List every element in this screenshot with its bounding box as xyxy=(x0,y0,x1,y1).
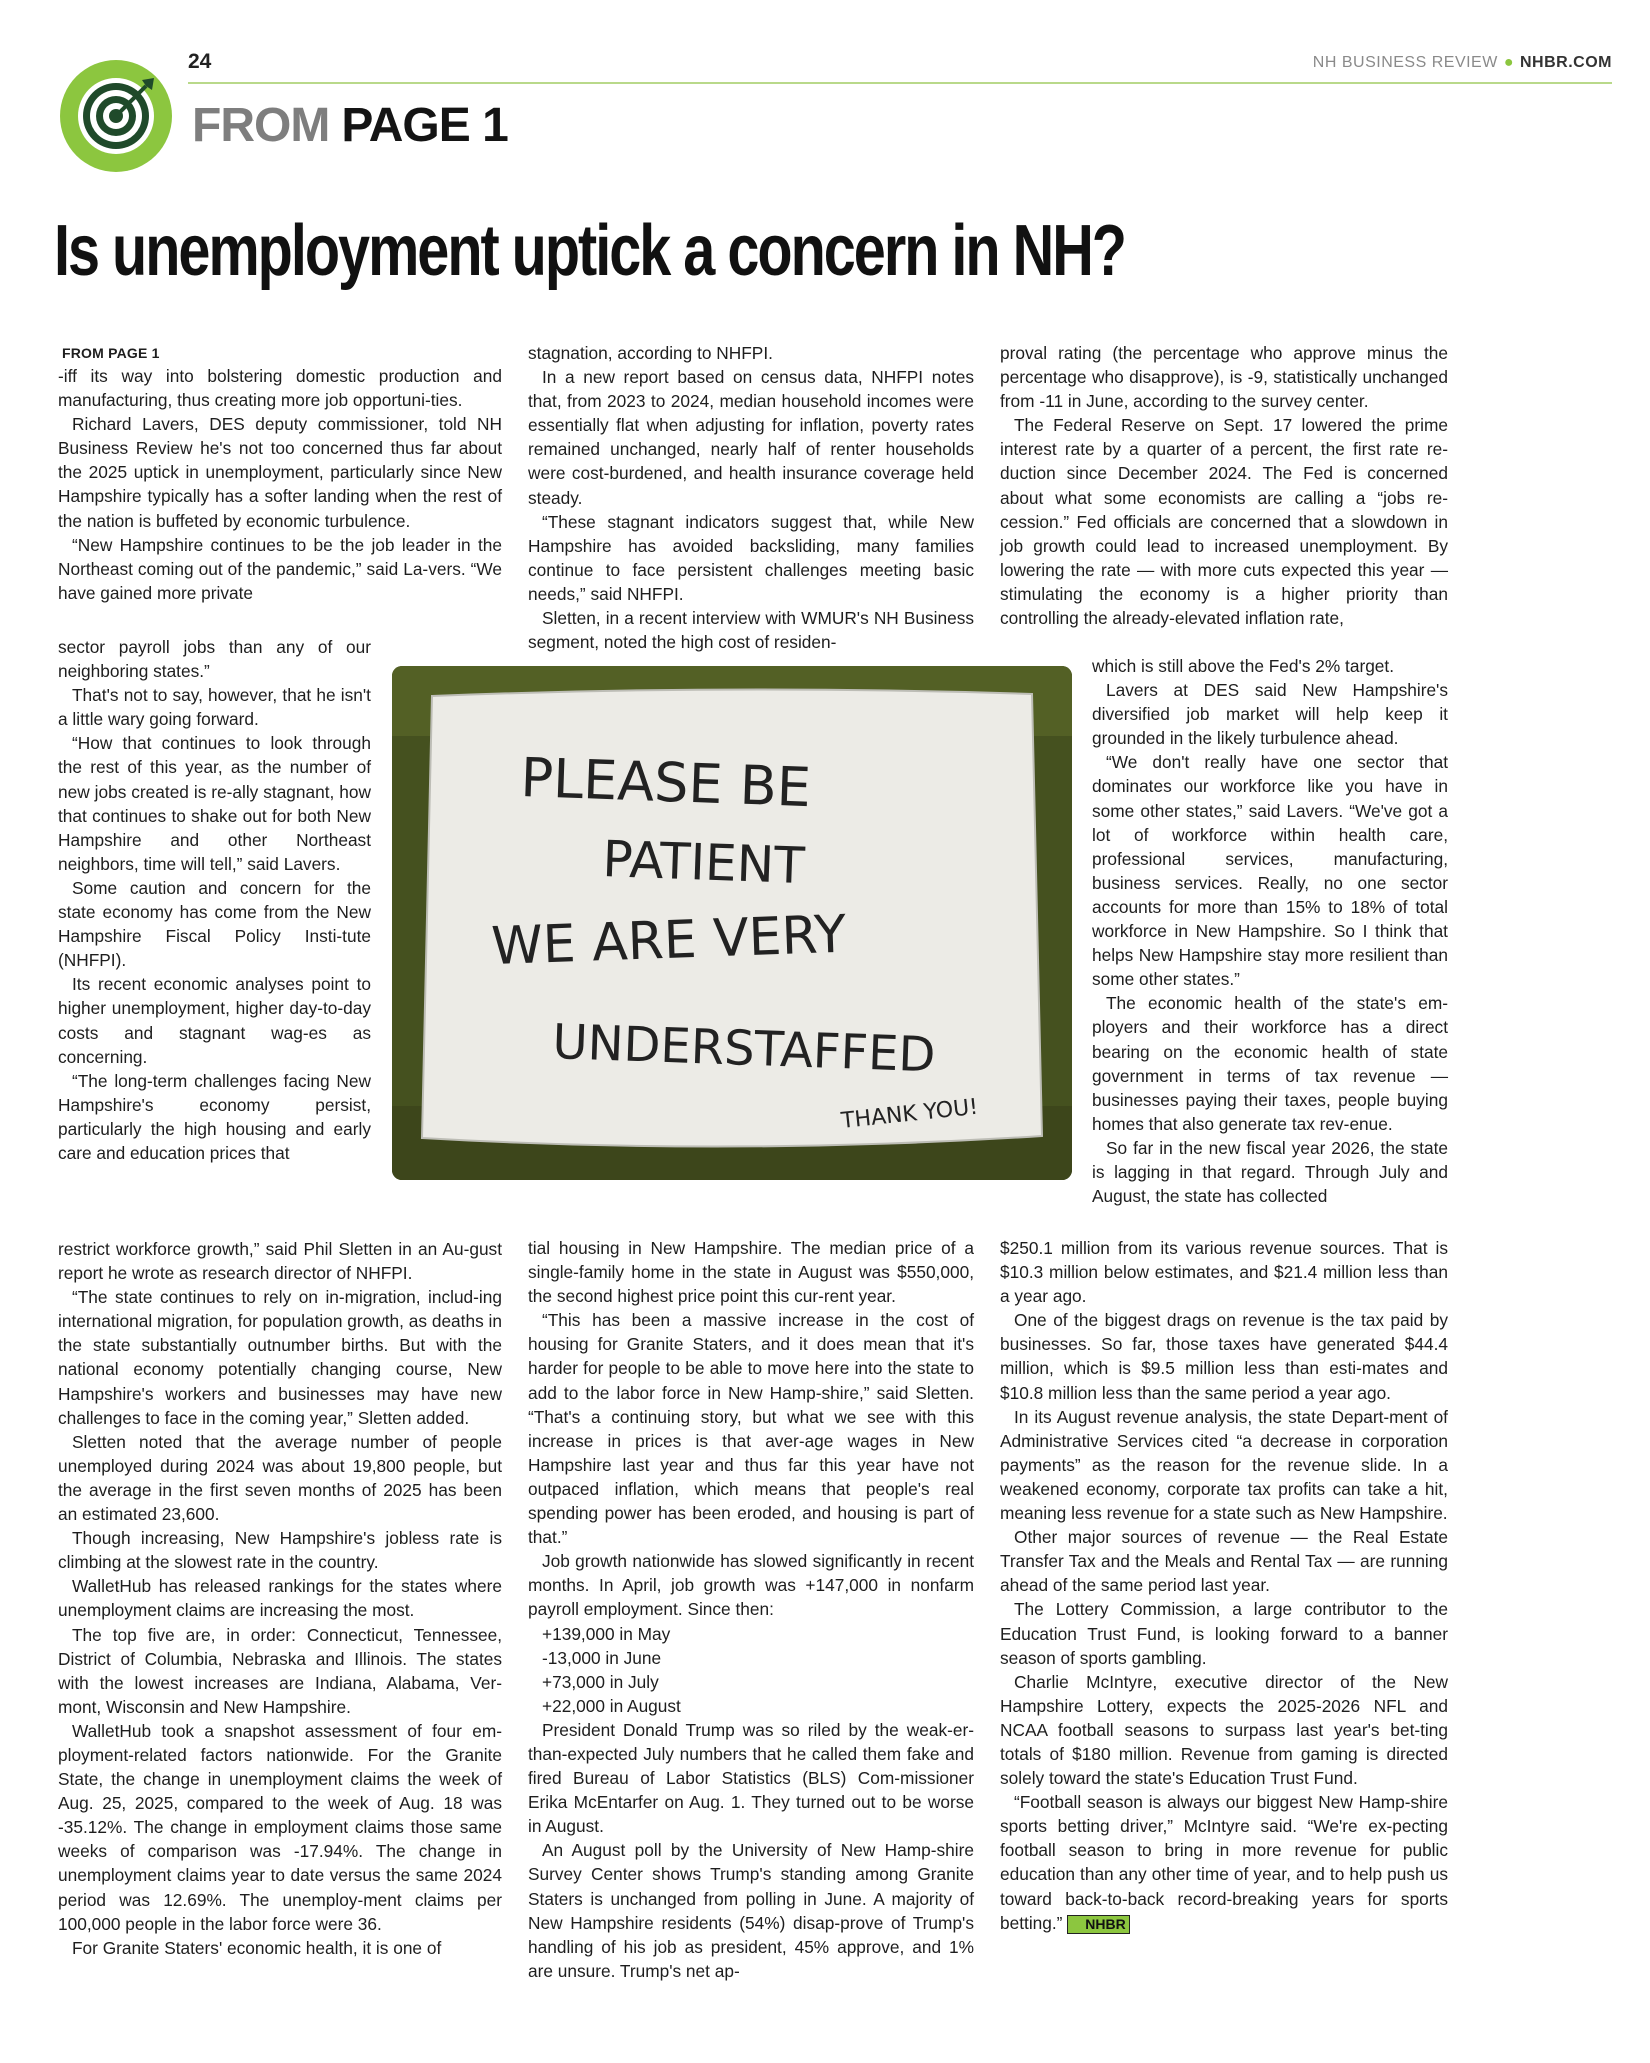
paragraph: President Donald Trump was so riled by the weak-er-than-expected July numbers that he called them fake and fired Bureau of Labor Statistics (BLS) Com-missioner Erika McEntarfer on Aug. 1. They turned out to be worse in August. xyxy=(528,1719,974,1837)
paragraph: Richard Lavers, DES deputy commissioner, told NH Business Review he's not too concerned thus far about the 2025 uptick in unemployment, particularly since New Hampshire typically has a softer landing when the rest of the nation is buffeted by economic turbulence. xyxy=(58,414,502,531)
paragraph: One of the biggest drags on revenue is the tax paid by businesses. So far, those taxes have generated $44.4 million, which is $9.5 million less than esti-mates and $10.8 million less than the same period a year ago. xyxy=(1000,1310,1448,1403)
column-3-top xyxy=(1000,341,1448,630)
column-1-top xyxy=(58,343,502,605)
sign-line-2: PATIENT xyxy=(601,830,806,896)
paragraph: The economic health of the state's em-ployers and their workforce has a direct bearing on the economic health of state government in terms of tax revenue — businesses paying their taxes, people buying homes that also generate tax rev-enue. xyxy=(1092,993,1448,1134)
sign-thanks: THANK YOU! xyxy=(840,1094,980,1134)
header-rule xyxy=(188,82,1612,84)
paragraph: In a new report based on census data, NHFPI notes that, from 2023 to 2024, median household incomes were essentially flat when adjusting for inflation, poverty rates remained unchanged, nearly half of renter households were cost-burdened, and health insurance coverage held steady. xyxy=(528,367,974,508)
website-link[interactable]: NHBR.COM xyxy=(1520,54,1612,71)
paragraph: “The long-term challenges facing New Hampshire's economy persist, particularly the high housing and early care and education prices that xyxy=(58,1070,371,1163)
paragraph: -iff its way into bolstering domestic production and manufacturing, thus creating more job opportuni-ties. xyxy=(58,366,502,411)
masthead xyxy=(1313,54,1612,72)
sign-line-4: UNDERSTAFFED xyxy=(551,1014,937,1084)
column-2-top xyxy=(528,341,974,654)
job-growth-item: +139,000 in May xyxy=(542,1623,671,1644)
paragraph: which is still above the Fed's 2% target. xyxy=(1092,656,1395,676)
closing-paragraph-text: “Football season is always our biggest New Hamp-shire sports betting driver,” McIntyre said. “We're ex-pecting football season to bring in more revenue for public education than any other time of year, and to help push us toward back-to-back record-breaking years for sports betting.” xyxy=(1000,1792,1448,1933)
paragraph: tial housing in New Hampshire. The median price of a single-family home in the state in August was $550,000, the second highest price point this cur-rent year. xyxy=(528,1238,974,1307)
column-2-bottom xyxy=(528,1236,974,1983)
paragraph: Charlie McIntyre, executive director of the New Hampshire Lottery, expects the 2025-2026 NFL and NCAA football seasons to surpass last year's bet-ting totals of $180 million. Revenue from gaming is directed solely toward the state's Education Trust Fund. xyxy=(1000,1671,1448,1789)
target-icon xyxy=(58,58,174,174)
section-page: PAGE 1 xyxy=(341,99,508,152)
article-headline: Is unemployment uptick a concern in NH? xyxy=(54,211,1125,291)
paragraph: WalletHub took a snapshot assessment of four em-ployment-related factors nationwide. For the Granite State, the change in unemployment claims the week of Aug. 25, 2025, compared to the week of Aug. 18 was -35.12%. The change in employment claims those same weeks of comparison was -17.94%. The change in unemployment claims year to date versus the same 2024 period was 12.69%. The unemploy-ment claims per 100,000 people in the labor force were 36. xyxy=(58,1720,502,1934)
column-1-wrap xyxy=(58,635,371,1165)
paragraph: In its August revenue analysis, the state Depart-ment of Administrative Services cited “a decrease in corporation payments” as the reason for the revenue slide. In a weakened economy, corporate tax profits can take a hit, meaning less revenue for a state such as New Hampshire. xyxy=(1000,1406,1448,1524)
column-3-bottom xyxy=(1000,1236,1448,1935)
section-label xyxy=(192,98,508,153)
paragraph: The Lottery Commission, a large contributor to the Education Trust Fund, is looking forward to a banner season of sports gambling. xyxy=(1000,1599,1448,1668)
column-1-bottom xyxy=(58,1237,502,1960)
paragraph: “These stagnant indicators suggest that, while New Hampshire has avoided backsliding, many families continue to face persistent challenges meeting basic needs,” said NHFPI. xyxy=(528,511,974,604)
paragraph: Some caution and concern for the state economy has come from the New Hampshire Fiscal Policy Insti-tute (NHFPI). xyxy=(58,877,371,971)
job-growth-item: +22,000 in August xyxy=(542,1695,681,1716)
bullet-dot-icon: ● xyxy=(1503,54,1514,71)
paragraph: That's not to say, however, that he isn't a little wary going forward. xyxy=(58,685,371,730)
publication-name: NH BUSINESS REVIEW xyxy=(1312,54,1498,71)
paragraph: $250.1 million from its various revenue sources. That is $10.3 million below estimates, and $21.4 million less than a year ago. xyxy=(1000,1238,1448,1307)
paragraph: Other major sources of revenue — the Real Estate Transfer Tax and the Meals and Rental Tax — are running ahead of the same period last year. xyxy=(1000,1527,1448,1596)
paragraph: Sletten, in a recent interview with WMUR's NH Business segment, noted the high cost of residen- xyxy=(528,608,974,653)
paragraph: “New Hampshire continues to be the job leader in the Northeast coming out of the pandemic,” said La-vers. “We have gained more private xyxy=(58,534,502,603)
page-number: 24 xyxy=(188,50,212,73)
paragraph: Its recent economic analyses point to higher unemployment, higher day-to-day costs and stagnant wag-es as concerning. xyxy=(58,974,371,1067)
job-growth-item: +73,000 in July xyxy=(542,1671,659,1692)
kicker: FROM PAGE 1 xyxy=(62,345,160,361)
nhbr-end-badge: NHBR xyxy=(1067,1915,1129,1934)
paragraph: For Granite Staters' economic health, it is one of xyxy=(72,1937,442,1958)
paragraph: An August poll by the University of New Hamp-shire Survey Center shows Trump's standing among Granite Staters is unchanged from polling in June. A majority of New Hampshire residents (54%) disap-prove of Trump's handling of his job as president, 45% approve, and 1% are unsure. Trump's net ap- xyxy=(528,1840,974,1981)
sign-line-3: WE ARE VERY xyxy=(490,904,848,977)
paragraph: “The state continues to rely on in-migration, includ-ing international migration, for population growth, as deaths in the state substantially outnumber births. But with the national economy potentially changing course, New Hampshire's workers and businesses may have new challenges to face in the coming year,” Sletten added. xyxy=(58,1287,502,1428)
section-from: FROM xyxy=(192,99,330,152)
paragraph: The top five are, in order: Connecticut, Tennessee, District of Columbia, Nebraska and Illinois. The states with the lowest increases are Indiana, Alabama, Ver-mont, Wisconsin and New Hampshire. xyxy=(58,1624,502,1717)
article-photo xyxy=(392,666,1072,1180)
sign-line-1: PLEASE BE xyxy=(519,746,813,820)
paragraph: The Federal Reserve on Sept. 17 lowered the prime interest rate by a quarter of a percent, the first rate re-duction since December 2024. The Fed is concerned about what some economists are calling a “jobs re-cession.” Fed officials are concerned that a slowdown in job growth could lead to increased unemployment. By lowering the rate — with more cuts expected this year — stimulating the economy is a higher priority than controlling the already-elevated inflation rate, xyxy=(1000,415,1448,629)
paragraph: Job growth nationwide has slowed significantly in recent months. In April, job growth was +147,000 in nonfarm payroll employment. Since then: xyxy=(528,1551,974,1620)
paragraph: Though increasing, New Hampshire's jobless rate is climbing at the slowest rate in the country. xyxy=(58,1528,502,1573)
paragraph: stagnation, according to NHFPI. xyxy=(528,343,773,363)
paragraph: restrict workforce growth,” said Phil Sletten in an Au-gust report he wrote as research director of NHFPI. xyxy=(58,1239,502,1284)
paragraph: “We don't really have one sector that dominates our workforce like you have in some other states,” said Lavers. “We've got a lot of workforce within health care, professional services, manufacturing, business services. Really, no one sector accounts for more than 15% to 18% of total workforce in New Hampshire. So I think that helps New Hampshire stay more resilient than some other states.” xyxy=(1092,752,1448,990)
paragraph: “This has been a massive increase in the cost of housing for Granite Staters, and it does mean that it's harder for people to be able to move here into the state to add to the labor force in New Hamp-shire,” said Sletten. “That's a continuing story, but what we see with this increase in prices is that aver-age wages in New Hampshire last year and thus far this year have not outpaced inflation, which means that people's real spending power has been eroded, and housing is part of that.” xyxy=(528,1310,974,1548)
paragraph: So far in the new fiscal year 2026, the state is lagging in that regard. Through July and August, the state has collected xyxy=(1092,1137,1448,1207)
paragraph: proval rating (the percentage who approve minus the percentage who disapprove), is -9, statistically unchanged from -11 in June, according to the survey center. xyxy=(1000,343,1448,412)
paragraph: Lavers at DES said New Hampshire's diversified job market will help keep it grounded in the likely turbulence ahead. xyxy=(1092,680,1448,749)
paragraph: sector payroll jobs than any of our neighboring states.” xyxy=(58,637,371,682)
paragraph: “How that continues to look through the rest of this year, as the number of new jobs created is re-ally stagnant, how that continues to shake out for both New Hampshire and other Northeast neighbors, time will tell,” said Lavers. xyxy=(58,733,371,874)
paragraph: Sletten noted that the average number of people unemployed during 2024 was about 19,800 people, but the average in the first seven months of 2025 has been an estimated 23,600. xyxy=(58,1431,502,1525)
column-3-wrap xyxy=(1092,654,1448,1208)
job-growth-item: -13,000 in June xyxy=(542,1647,662,1668)
paragraph: WalletHub has released rankings for the states where unemployment claims are increasing the most. xyxy=(58,1576,502,1621)
paragraph xyxy=(1000,1790,1448,1935)
